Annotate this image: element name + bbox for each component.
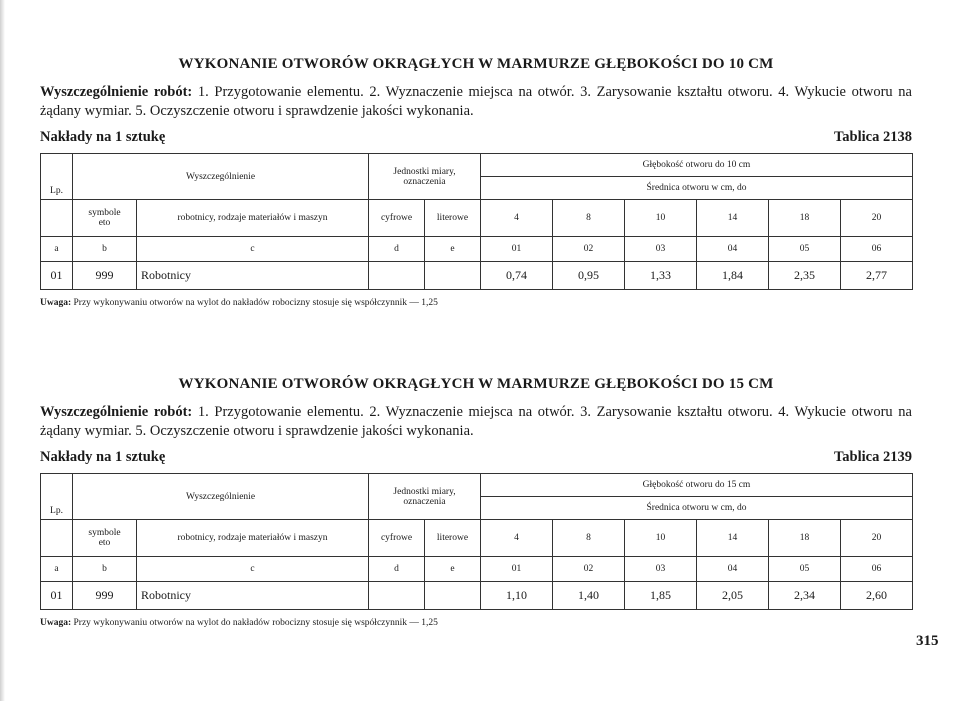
column-code: 06 [841, 557, 913, 582]
letter-b: b [73, 557, 137, 582]
header-diameter: 8 [553, 200, 625, 237]
header-literowe: literowe [425, 520, 481, 557]
header-diameter: 10 [625, 520, 697, 557]
row-name: Robotnicy [137, 582, 369, 610]
column-code: 03 [625, 557, 697, 582]
header-diameter: 8 [553, 520, 625, 557]
letter-c: c [137, 557, 369, 582]
page-number: 315 [916, 633, 939, 649]
header-diameter: 14 [697, 520, 769, 557]
row-literowe [425, 262, 481, 290]
table-note [40, 618, 912, 628]
table-number: Tablica 2139 [833, 449, 912, 465]
column-code: 05 [769, 237, 841, 262]
header-cyfrowe: cyfrowe [369, 200, 425, 237]
column-code: 04 [697, 237, 769, 262]
row-lp: 01 [41, 582, 73, 610]
header-literowe: literowe [425, 200, 481, 237]
note-label: Uwaga: [40, 618, 72, 628]
row-cyfrowe [369, 582, 425, 610]
column-code: 06 [841, 237, 913, 262]
header-glebokosc: Głębokość otworu do 15 cm [481, 474, 913, 497]
row-value: 1,33 [625, 262, 697, 290]
letter-e: e [425, 557, 481, 582]
header-lp-continued [41, 200, 73, 237]
section-table-2139 [40, 376, 912, 628]
table-header-line [40, 129, 912, 147]
column-code: 05 [769, 557, 841, 582]
norm-table [40, 473, 913, 610]
norm-table [40, 153, 913, 290]
row-value: 0,74 [481, 262, 553, 290]
table-row [41, 582, 913, 610]
letter-d: d [369, 557, 425, 582]
works-description-text: 1. Przygotowanie elementu. 2. Wyznaczenie miejsca na otwór. 3. Zarysowanie kształtu otworu. 4. Wykucie otworu na żądany wymiar. 5. Oczyszczenie otworu i sprawdzenie jakości wykonania. [40, 404, 912, 439]
header-diameter: 4 [481, 200, 553, 237]
works-description [40, 403, 912, 441]
header-diameter: 10 [625, 200, 697, 237]
works-description-label: Wyszczególnienie robót: [40, 84, 193, 100]
table-row [41, 262, 913, 290]
header-diameter: 18 [769, 200, 841, 237]
row-value: 2,35 [769, 262, 841, 290]
column-code: 02 [553, 237, 625, 262]
letter-a: a [41, 237, 73, 262]
section-table-2138 [40, 56, 912, 308]
column-code: 01 [481, 237, 553, 262]
row-value: 2,05 [697, 582, 769, 610]
section-title: WYKONANIE OTWORÓW OKRĄGŁYCH W MARMURZE GŁĘBOKOŚCI DO 15 CM [178, 376, 774, 392]
letter-e: e [425, 237, 481, 262]
header-lp: Lp. [41, 474, 73, 520]
naklady-label: Nakłady na 1 sztukę [40, 129, 166, 145]
header-lp: Lp. [41, 154, 73, 200]
header-wyszczegolnienie: Wyszczególnienie [73, 474, 369, 520]
row-value: 2,34 [769, 582, 841, 610]
column-code: 03 [625, 237, 697, 262]
naklady-label: Nakłady na 1 sztukę [40, 449, 166, 465]
header-jednostki: Jednostki miary, oznaczenia [369, 154, 481, 200]
note-text: Przy wykonywaniu otworów na wylot do nakładów robocizny stosuje się współczynnik — 1,25 [71, 618, 438, 628]
header-jednostki: Jednostki miary, oznaczenia [369, 474, 481, 520]
letter-d: d [369, 237, 425, 262]
row-literowe [425, 582, 481, 610]
row-value: 1,84 [697, 262, 769, 290]
header-wyszczegolnienie: Wyszczególnienie [73, 154, 369, 200]
header-robotnicy-desc: robotnicy, rodzaje materiałów i maszyn [137, 520, 369, 557]
row-value: 1,10 [481, 582, 553, 610]
row-symbol: 999 [73, 582, 137, 610]
header-glebokosc: Głębokość otworu do 10 cm [481, 154, 913, 177]
column-code: 02 [553, 557, 625, 582]
header-diameter: 20 [841, 200, 913, 237]
header-robotnicy-desc: robotnicy, rodzaje materiałów i maszyn [137, 200, 369, 237]
works-description-label: Wyszczególnienie robót: [40, 404, 193, 420]
binding-shadow [0, 0, 5, 701]
header-diameter: 20 [841, 520, 913, 557]
row-value: 2,60 [841, 582, 913, 610]
row-value: 1,40 [553, 582, 625, 610]
row-symbol: 999 [73, 262, 137, 290]
row-name: Robotnicy [137, 262, 369, 290]
header-symbole: symbole eto [73, 200, 137, 237]
table-header-line [40, 449, 912, 467]
letter-a: a [41, 557, 73, 582]
note-text: Przy wykonywaniu otworów na wylot do nakładów robocizny stosuje się współczynnik — 1,25 [71, 298, 438, 308]
table-number: Tablica 2138 [833, 129, 912, 145]
header-cyfrowe: cyfrowe [369, 520, 425, 557]
note-label: Uwaga: [40, 298, 72, 308]
row-value: 2,77 [841, 262, 913, 290]
works-description [40, 83, 912, 121]
header-symbole: symbole eto [73, 520, 137, 557]
header-diameter: 14 [697, 200, 769, 237]
letter-b: b [73, 237, 137, 262]
row-value: 1,85 [625, 582, 697, 610]
column-code: 01 [481, 557, 553, 582]
row-cyfrowe [369, 262, 425, 290]
letter-c: c [137, 237, 369, 262]
works-description-text: 1. Przygotowanie elementu. 2. Wyznaczenie miejsca na otwór. 3. Zarysowanie kształtu otworu. 4. Wykucie otworu na żądany wymiar. 5. Oczyszczenie otworu i sprawdzenie jakości wykonania. [40, 84, 912, 119]
header-diameter: 18 [769, 520, 841, 557]
header-srednica: Średnica otworu w cm, do [481, 497, 913, 520]
row-lp: 01 [41, 262, 73, 290]
header-srednica: Średnica otworu w cm, do [481, 177, 913, 200]
column-code: 04 [697, 557, 769, 582]
header-diameter: 4 [481, 520, 553, 557]
table-note [40, 298, 912, 308]
header-lp-continued [41, 520, 73, 557]
row-value: 0,95 [553, 262, 625, 290]
section-title: WYKONANIE OTWORÓW OKRĄGŁYCH W MARMURZE GŁĘBOKOŚCI DO 10 CM [178, 56, 774, 72]
